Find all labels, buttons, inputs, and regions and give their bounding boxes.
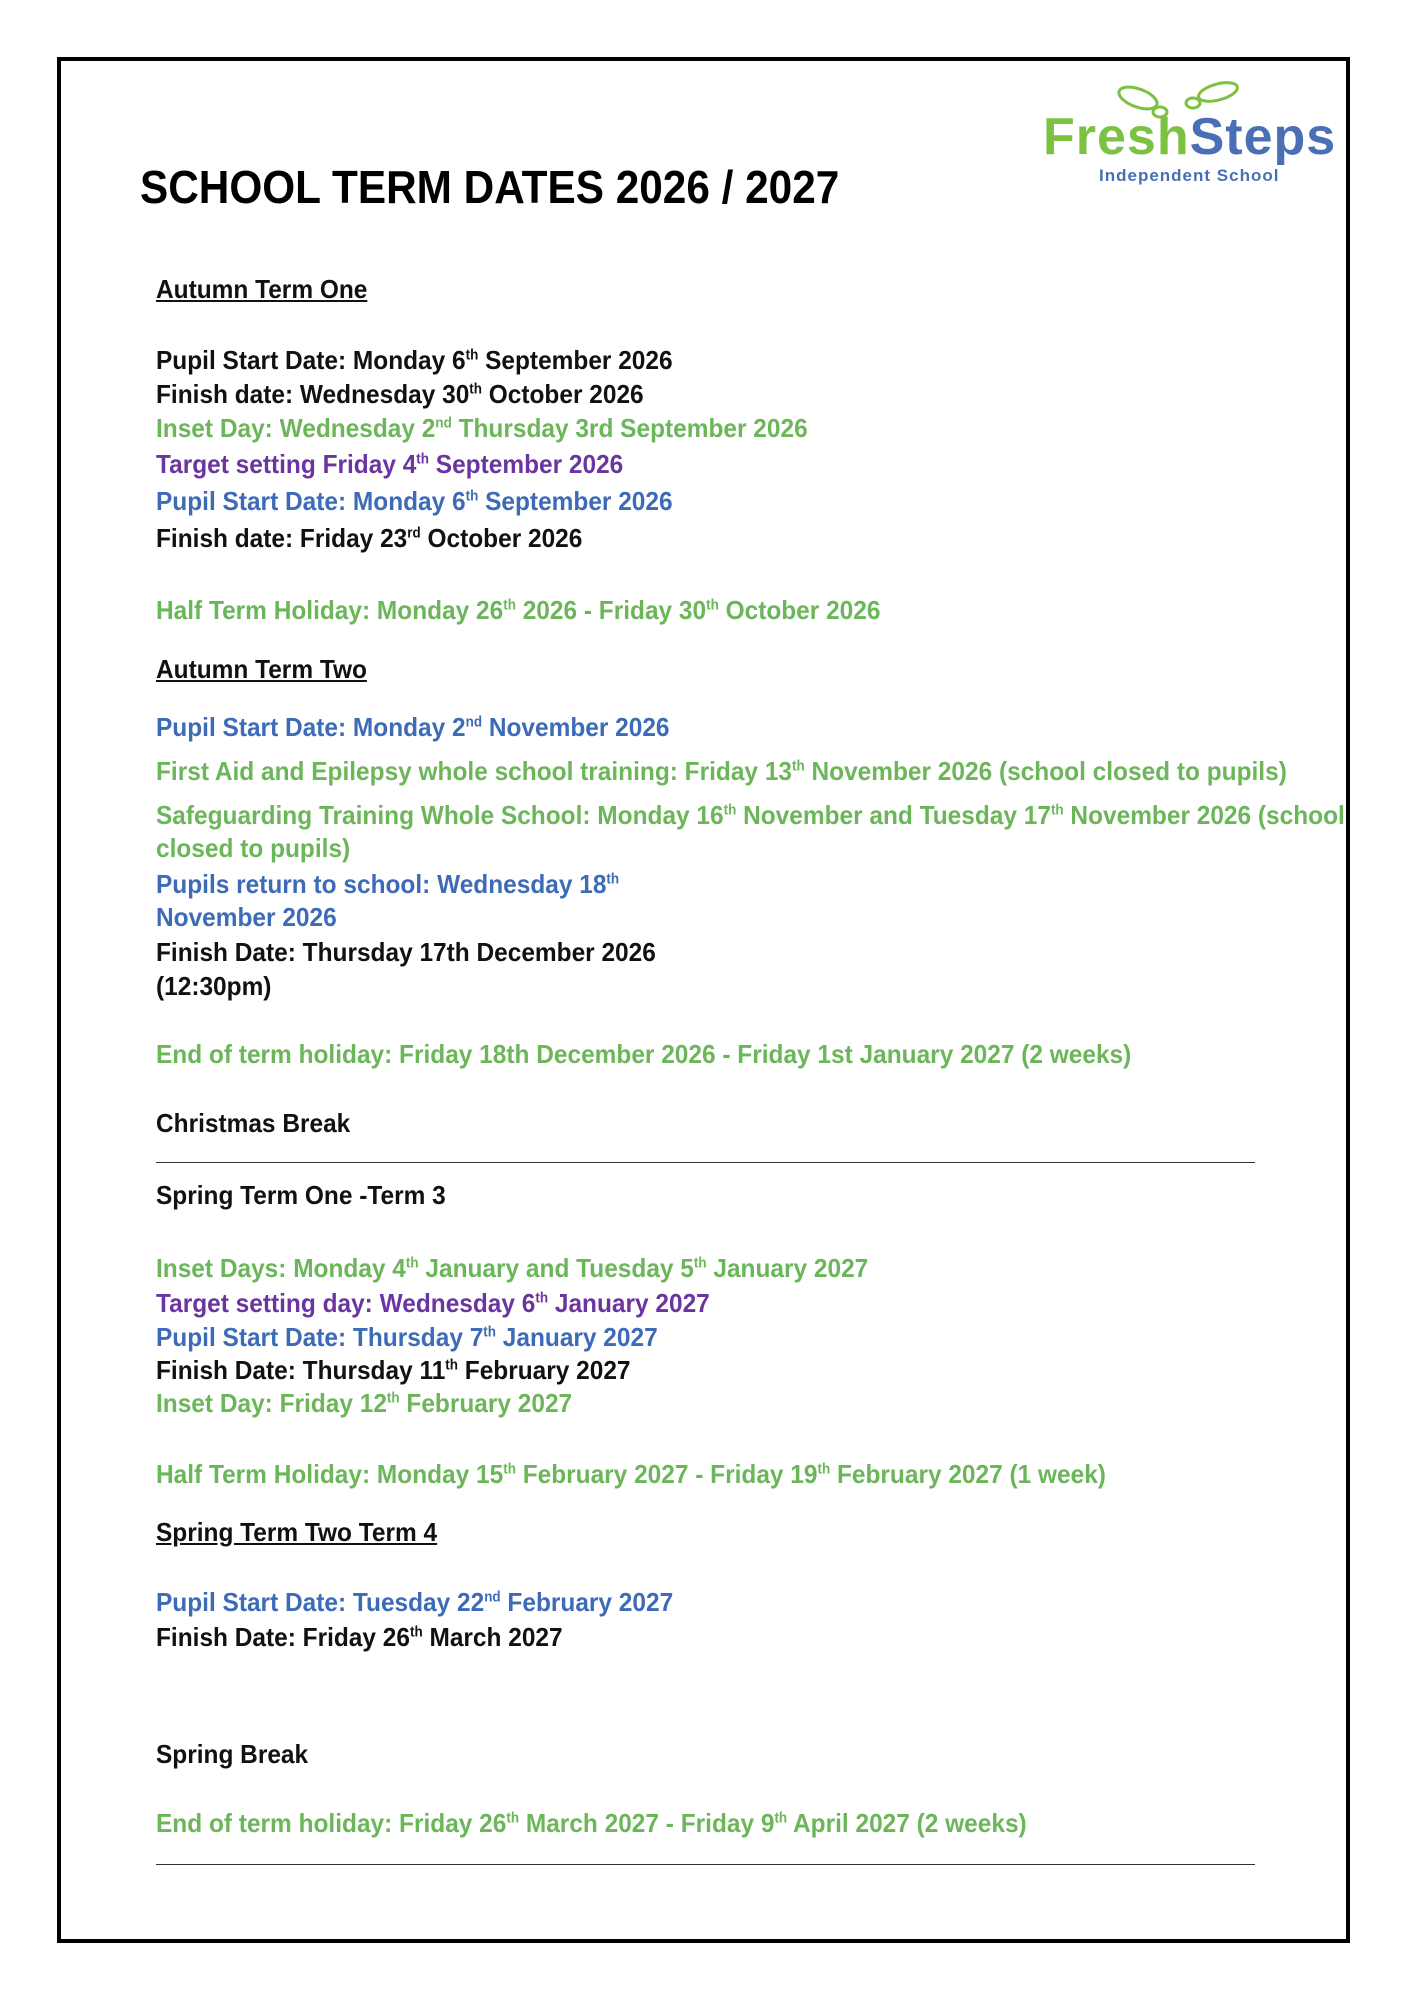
spring-break-label: Spring Break bbox=[156, 1739, 309, 1769]
autumn-one-target: Target setting Friday 4th September 2026 bbox=[156, 449, 624, 479]
spring-one-inset-day: Inset Day: Friday 12th February 2027 bbox=[156, 1388, 573, 1418]
christmas-break-label: Christmas Break bbox=[156, 1108, 351, 1138]
autumn-one-pupil-start: Pupil Start Date: Monday 6th September 2026 bbox=[156, 345, 673, 375]
autumn-two-pupils-return: Pupils return to school: Wednesday 18th bbox=[156, 869, 620, 899]
autumn-two-first-aid: First Aid and Epilepsy whole school training: Friday 13th November 2026 (school closed to pupils) bbox=[156, 756, 1287, 786]
autumn-two-pupil-start: Pupil Start Date: Monday 2nd November 2026 bbox=[156, 712, 670, 742]
divider bbox=[156, 1864, 1255, 1865]
autumn-one-half-term: Half Term Holiday: Monday 26th 2026 - Friday 30th October 2026 bbox=[156, 595, 881, 625]
autumn-one-finish: Finish date: Wednesday 30th October 2026 bbox=[156, 379, 644, 409]
section-heading-spring-two: Spring Term Two Term 4 bbox=[156, 1517, 438, 1547]
spring-two-holiday: End of term holiday: Friday 26th March 2027 - Friday 9th April 2027 (2 weeks) bbox=[156, 1808, 1027, 1838]
autumn-two-finish: Finish Date: Thursday 17th December 2026 bbox=[156, 937, 656, 967]
autumn-two-finish-time: (12:30pm) bbox=[156, 971, 272, 1001]
logo-subtitle: Independent School bbox=[1099, 166, 1280, 185]
autumn-two-safeguarding: Safeguarding Training Whole School: Monday 16th November and Tuesday 17th November 2026 (school bbox=[156, 800, 1345, 830]
autumn-one-inset: Inset Day: Wednesday 2nd Thursday 3rd September 2026 bbox=[156, 413, 808, 443]
autumn-two-safeguarding-cont: closed to pupils) bbox=[156, 833, 351, 863]
divider bbox=[156, 1162, 1255, 1163]
autumn-two-pupils-return-cont: November 2026 bbox=[156, 902, 337, 932]
spring-one-target: Target setting day: Wednesday 6th January 2027 bbox=[156, 1288, 710, 1318]
autumn-two-holiday: End of term holiday: Friday 18th December 2026 - Friday 1st January 2027 (2 weeks) bbox=[156, 1039, 1132, 1069]
spring-one-half-term: Half Term Holiday: Monday 15th February 2027 - Friday 19th February 2027 (1 week) bbox=[156, 1459, 1106, 1489]
page-title: SCHOOL TERM DATES 2026 / 2027 bbox=[140, 161, 840, 213]
spring-one-finish: Finish Date: Thursday 11th February 2027 bbox=[156, 1355, 631, 1385]
spring-one-inset-days: Inset Days: Monday 4th January and Tuesday 5th January 2027 bbox=[156, 1253, 869, 1283]
autumn-one-finish-2: Finish date: Friday 23rd October 2026 bbox=[156, 523, 583, 553]
spring-one-pupil-start: Pupil Start Date: Thursday 7th January 2027 bbox=[156, 1322, 658, 1352]
section-heading-spring-one: Spring Term One -Term 3 bbox=[156, 1180, 446, 1210]
section-heading-autumn-two: Autumn Term Two bbox=[156, 654, 367, 684]
autumn-one-pupil-start-2: Pupil Start Date: Monday 6th September 2026 bbox=[156, 486, 673, 516]
logo-wordmark: FreshSteps bbox=[1043, 108, 1337, 166]
section-heading-autumn-one: Autumn Term One bbox=[156, 274, 368, 304]
spring-two-pupil-start: Pupil Start Date: Tuesday 22nd February 2027 bbox=[156, 1587, 674, 1617]
school-logo bbox=[1043, 78, 1337, 188]
spring-two-finish: Finish Date: Friday 26th March 2027 bbox=[156, 1622, 563, 1652]
